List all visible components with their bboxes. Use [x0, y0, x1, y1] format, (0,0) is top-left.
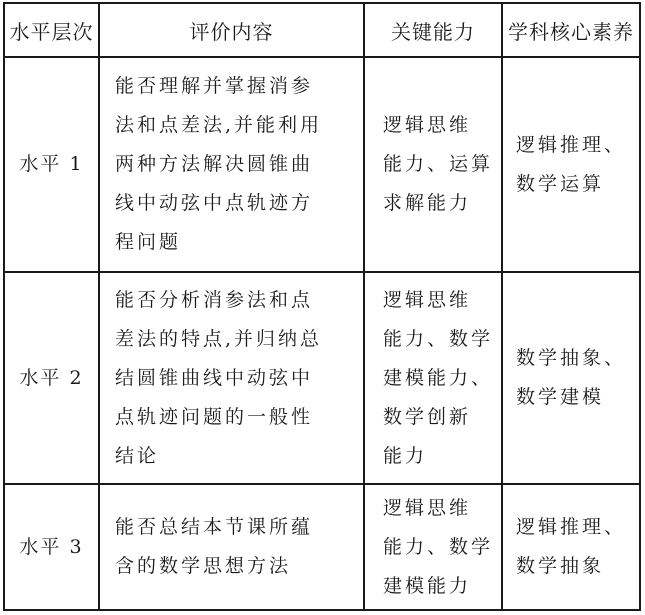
content-line: 线中动弦中点轨迹方 — [115, 192, 314, 214]
content-line: 点轨迹问题的一般性 — [115, 405, 314, 428]
ability-line: 能力、数学 — [383, 535, 494, 558]
ability-line: 能力、运算 — [383, 153, 494, 175]
literacy-cell — [502, 484, 640, 610]
level-cell: 水平 2 — [4, 272, 99, 484]
content-line: 结圆锥曲线中动弦中 — [115, 366, 314, 389]
content-line: 能否理解并掌握消参 — [115, 75, 314, 97]
header-level: 水平层次 — [4, 3, 99, 57]
literacy-cell — [502, 57, 640, 272]
ability-line: 逻辑思维 — [383, 496, 472, 519]
content-line: 结论 — [115, 444, 160, 467]
content-cell — [99, 57, 364, 272]
literacy-line: 数学运算 — [516, 172, 605, 195]
ability-line: 数学创新 — [383, 405, 472, 428]
ability-cell — [364, 272, 502, 484]
level-cell: 水平 3 — [4, 484, 99, 610]
ability-cell — [364, 57, 502, 272]
content-line: 能否总结本节课所蕴 — [115, 516, 314, 538]
literacy-line: 数学建模 — [516, 386, 605, 408]
ability-line: 求解能力 — [383, 192, 472, 214]
content-cell — [99, 484, 364, 610]
content-cell — [99, 272, 364, 484]
content-line: 两种方法解决圆锥曲 — [115, 153, 314, 175]
ability-line: 建模能力 — [383, 574, 472, 597]
literacy-line: 逻辑推理、 — [516, 516, 627, 538]
header-content: 评价内容 — [99, 3, 364, 57]
literacy-line: 数学抽象 — [516, 555, 605, 577]
ability-line: 能力 — [383, 444, 428, 467]
literacy-line: 逻辑推理、 — [516, 133, 627, 156]
table-row — [4, 272, 640, 484]
ability-cell — [364, 484, 502, 610]
ability-line: 能力、数学 — [383, 327, 494, 350]
ability-line: 建模能力、 — [383, 366, 494, 389]
content-line: 程问题 — [115, 231, 182, 253]
content-line: 差法的特点,并归纳总 — [115, 327, 323, 350]
level-cell: 水平 1 — [4, 57, 99, 272]
literacy-line: 数学抽象、 — [516, 347, 627, 369]
header-ability: 关键能力 — [364, 3, 502, 57]
table-row — [4, 57, 640, 272]
header-literacy: 学科核心素养 — [502, 3, 640, 57]
literacy-cell — [502, 272, 640, 484]
ability-line: 逻辑思维 — [383, 114, 472, 136]
content-line: 能否分析消参法和点 — [115, 288, 314, 311]
header-row — [4, 3, 640, 57]
ability-line: 逻辑思维 — [383, 288, 472, 311]
evaluation-table — [3, 2, 641, 611]
content-line: 法和点差法,并能利用 — [115, 114, 323, 136]
content-line: 含的数学思想方法 — [115, 555, 292, 577]
table-row — [4, 484, 640, 610]
